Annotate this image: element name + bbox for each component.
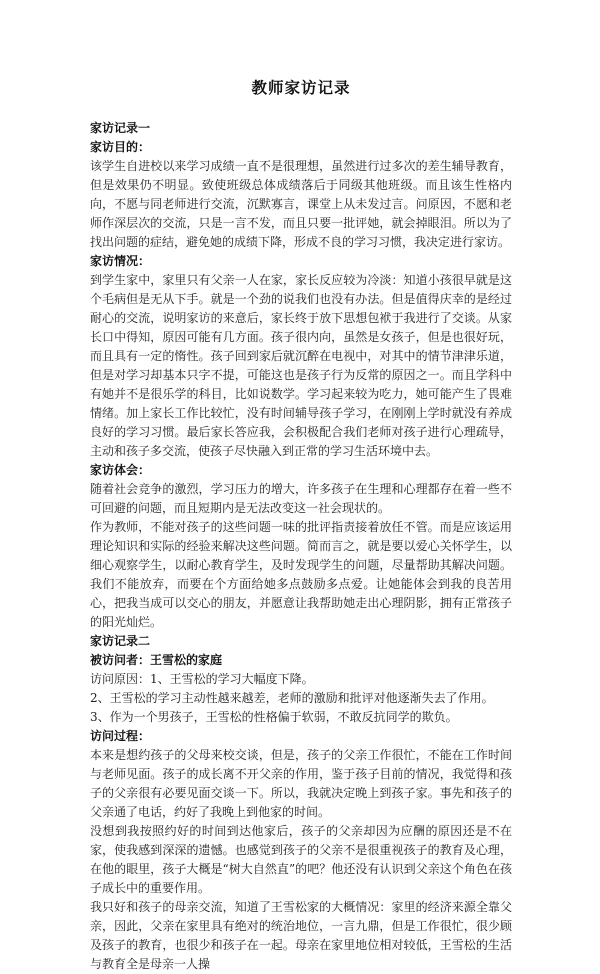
reflection-paragraph-1: 随着社会竞争的激烈，学习压力的增大，许多孩子在生理和心理都存在着一些不可回避的问题，而且短期内是无法改变这一社会现状的。	[90, 482, 512, 515]
process-paragraph-1: 本来是想约孩子的父母来校交谈，但是，孩子的父亲工作很忙，不能在工作时间与老师见面。孩子的成长离不开父亲的作用，鉴于孩子目前的情况，我觉得和孩子的父亲很有必要见面交谈一下。所以，我就决定晚上到孩子家。事先和孩子的父亲通了电话，约好了我晚上到他家的时间。	[90, 748, 512, 819]
document-page	[90, 78, 512, 974]
reason-line-1: 访问原因：1、王雪松的学习大幅度下降。	[90, 672, 314, 686]
reason-line-3: 3、作为一个男孩子，王雪松的性格偏于软弱，不敢反抗同学的欺负。	[90, 710, 458, 724]
purpose-paragraph: 该学生自进校以来学习成绩一直不是很理想，虽然进行过多次的差生辅导教育，但是效果仍不明显。致使班级总体成绩落后于同级其他班级。而且该生性格内向，不愿与同老师进行交流，沉默寡言，课堂上从未发过言。问原因，不愿和老师作深层次的交流，只是一言不发，而且只要一批评她，就会掉眼泪。所以为了找出问题的症结，避免她的成绩下降，形成不良的学习习惯，我决定进行家访。	[90, 159, 512, 249]
situation-paragraph: 到学生家中，家里只有父亲一人在家，家长反应较为冷淡：知道小孩很早就是这个毛病但是无从下手。就是一个劲的说我们也没有办法。但是值得庆幸的是经过耐心的交流，说明家访的来意后，家长终于放下思想包袱于我进行了交谈。从家长口中得知，原因可能有几方面。孩子很内向，虽然是女孩子，但是也很好玩，而且具有一定的惰性。孩子回到家后就沉醉在电视中，对其中的情节津津乐道，但是对学习却基本只字不提，可能这也是孩子行为反常的原因之一。而且学科中有她并不是很乐学的科目，比如说数学。学习起来较为吃力，她可能产生了畏难情绪。加上家长工作比较忙，没有时间辅导孩子学习，在刚刚上学时就没有养成良好的学习习惯。最后家长答应我，会积极配合我们老师对孩子进行心理疏导，主动和孩子多交流，使孩子尽快融入到正常的学习生活环境中去。	[90, 273, 512, 458]
purpose-label: 家访目的：	[90, 140, 151, 154]
record-2-heading: 家访记录二	[90, 634, 151, 648]
reflection-label: 家访体会：	[90, 463, 151, 477]
record-1-heading: 家访记录一	[90, 121, 151, 135]
process-label: 访问过程：	[90, 729, 151, 743]
process-paragraph-2: 没想到我按照约好的时间到达他家后，孩子的父亲却因为应酬的原因还是不在家，使我感到深深的遗憾。也感觉到孩子的父亲不是很重视孩子的教育及心理，在他的眼里，孩子大概是“树大自然直”的吧？他还没有认识到父亲这个角色在孩子成长中的重要作用。	[90, 824, 512, 895]
process-paragraph-3: 我只好和孩子的母亲交流，知道了王雪松家的大概情况：家里的经济来源全靠父亲，因此，父亲在家里具有绝对的统治地位，一言九鼎，但是工作很忙，很少顾及孩子的教育，也很少和孩子在一起。母亲在家里地位相对较低，王雪松的生活与教育全是母亲一人操	[90, 900, 512, 971]
situation-label: 家访情况：	[90, 254, 151, 268]
page-title: 教师家访记录	[251, 78, 351, 97]
reflection-paragraph-2: 作为教师，不能对孩子的这些问题一味的批评指责接着放任不管。而是应该运用理论知识和实际的经验来解决这些问题。简而言之，就是要以爱心关怀学生，以细心观察学生，以耐心教育学生，及时发现学生的问题，尽量帮助其解决问题。我们不能放弃，而要在个方面给她多点鼓励多点爱。让她能体会到我的良苦用心，把我当成可以交心的朋友，并愿意让我帮助她走出心理阴影，拥有正常孩子的阳光灿烂。	[90, 520, 512, 629]
reason-line-2: 2、王雪松的学习主动性越来越差，老师的激励和批评对他逐渐失去了作用。	[90, 691, 494, 705]
interviewee-line: 被访问者：王雪松的家庭	[90, 653, 223, 667]
